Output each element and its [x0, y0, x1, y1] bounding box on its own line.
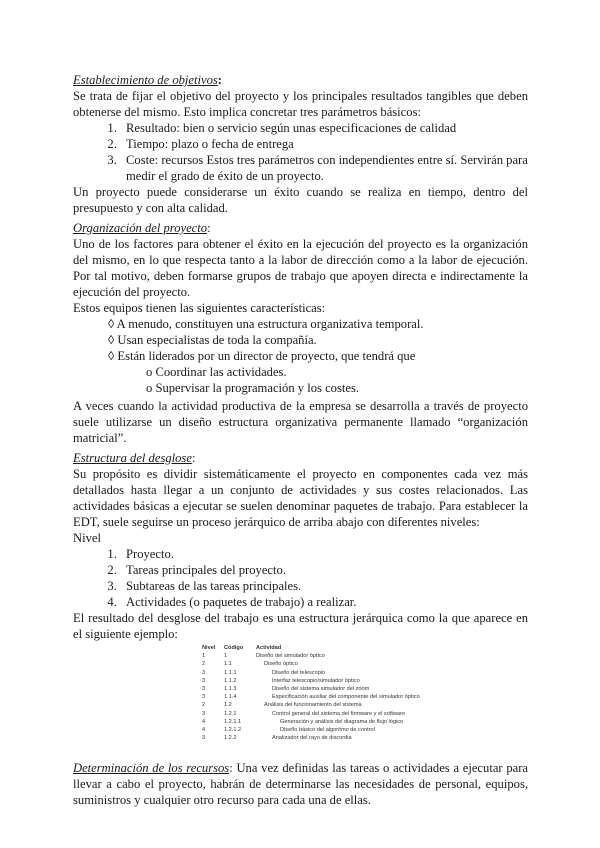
table-cell: Control general del sistema del firmware y el software: [272, 710, 406, 717]
table-cell: 1.2.2: [224, 735, 237, 742]
table-cell: Análisis del funcionamiento del sistema: [264, 702, 362, 709]
table-cell: Especificación auxiliar del componente del simulador óptico: [272, 694, 420, 701]
table-row: [198, 734, 528, 742]
table-header-cell: Código: [224, 645, 244, 651]
table-cell: 3: [202, 710, 206, 717]
table-cell: 3: [202, 735, 206, 742]
sub-bullet-item: ο Supervisar la programación y los costes.: [146, 381, 359, 395]
table-row: [198, 660, 528, 668]
bullet-item: ◊ Usan especialistas de toda la compañía.: [108, 333, 317, 347]
paragraph-text: El resultado del desglose del trabajo es una estructura jerárquica como la que aparece en el siguiente ejemplo:: [73, 611, 528, 641]
table-cell: Diseño del telescopio: [272, 669, 326, 676]
table-cell: 3: [202, 686, 206, 693]
table-row: [198, 718, 528, 726]
list-item: 2. Tiempo: plazo o fecha de entrega: [120, 136, 528, 152]
table-cell: 1.1: [224, 661, 232, 668]
list-item: 2. Tareas principales del proyecto.: [120, 562, 528, 578]
list-item: 1. Resultado: bien o servicio según unas especificaciones de calidad: [120, 120, 528, 136]
table-cell: 1.1.2: [224, 677, 237, 684]
section-heading: Estructura del desglose: [73, 451, 192, 465]
table-cell: 1.1.3: [224, 686, 237, 693]
table-row: [198, 669, 528, 677]
table-header-row: [198, 644, 528, 652]
bullet-item: ◊ A menudo, constituyen una estructura organizativa temporal.: [108, 317, 424, 331]
nivel-label: Nivel: [73, 531, 101, 545]
bullet-item: ◊ Están liderados por un director de proyecto, que tendrá que: [108, 349, 416, 363]
heading-colon: :: [207, 221, 211, 235]
table-cell: 1: [202, 653, 206, 660]
list-item: 3. Subtareas de las tareas principales.: [120, 578, 528, 594]
table-row: [198, 685, 528, 693]
table-row: [198, 652, 528, 660]
table-cell: Generación y análisis del diagrama de flujo lógico: [280, 718, 404, 725]
paragraph: : Una vez definidas las tareas o actividades a ejecutar para llevar a cabo el proyecto, habrán de determinarse las necesidades de personal, equipos, suministros y cualquier otro recurso para cada una de ellas.: [73, 761, 528, 808]
list-item: 4. Actividades (o paquetes de trabajo) a realizar.: [120, 594, 528, 610]
table-cell: 3: [202, 694, 206, 701]
table-cell: Diseño del sistema simulador del zoom: [272, 686, 370, 693]
table-cell: Diseño básico del algoritmo de control: [280, 727, 375, 734]
table-cell: 4: [202, 718, 206, 725]
paragraph: [73, 610, 528, 642]
paragraph: Uno de los factores para obtener el éxito en la ejecución del proyecto es la organización del mismo, en lo que respecta tanto a la labor de dirección como a la labor de ejecución. Por tal motivo, deben formarse grupos de trabajo que apoyen directa e indirectamente la ejecución del proyecto.: [73, 237, 528, 299]
numbered-list: [73, 546, 528, 610]
sub-bullet-item: ο Coordinar las actividades.: [146, 365, 287, 379]
section-organizacion: [73, 220, 528, 446]
table-row: [198, 726, 528, 734]
paragraph: Su propósito es dividir sistemáticamente el proyecto en componentes cada vez más detallados hasta llegar a un conjunto de actividades y sus costes relacionados. Las actividades básicas a ejecutar se suelen denominar paquetes de trabajo. Para establecer la EDT, suele seguirse un proceso jerárquico de arriba abajo con diferentes niveles:: [73, 467, 528, 529]
paragraph: Estos equipos tienen las siguientes características:: [73, 301, 326, 315]
table-cell: 1.2.1: [224, 710, 237, 717]
section-heading: Establecimiento de objetivos: [73, 73, 218, 87]
table-row: [198, 710, 528, 718]
table-cell: 1.2: [224, 702, 232, 709]
table-cell: 3: [202, 669, 206, 676]
section-recursos: [73, 760, 528, 808]
list-item: 1. Proyecto.: [120, 546, 528, 562]
table-row: [198, 693, 528, 701]
paragraph: Se trata de fijar el objetivo del proyecto y los principales resultados tangibles que deben obtenerse del mismo. Esto implica concretar tres parámetros básicos:: [73, 89, 528, 119]
paragraph: Un proyecto puede considerarse un éxito cuando se realiza en tiempo, dentro del presupuesto y con alta calidad.: [73, 185, 528, 215]
table-cell: 1.2.1.2: [224, 727, 242, 734]
table-cell: Analizador del rayo de discordia: [272, 735, 352, 742]
document-body: [73, 72, 528, 808]
numbered-list: [73, 120, 528, 184]
table-row: [198, 701, 528, 709]
section-heading: Determinación de los recursos: [73, 761, 230, 776]
table-cell: 3: [202, 677, 206, 684]
table-cell: 4: [202, 727, 206, 734]
paragraph: A veces cuando la actividad productiva de la empresa se desarrolla a través de proyecto suele utilizarse un diseño estructura organizativa permanente llamado “organización matricial”.: [73, 399, 528, 445]
table-cell: 1: [224, 653, 228, 660]
section-desglose: [73, 450, 528, 642]
table-cell: 1.2.1.1: [224, 718, 242, 725]
table-header-cell: Nivel: [202, 645, 216, 651]
table-cell: 1.1.1: [224, 669, 237, 676]
table-cell: Diseño óptico: [264, 661, 298, 668]
table-cell: 1.1.4: [224, 694, 237, 701]
heading-colon: :: [191, 451, 196, 465]
wbs-table: [198, 644, 528, 742]
section-heading: Organización del proyecto: [73, 221, 208, 235]
heading-colon: :: [217, 73, 222, 87]
table-cell: Diseño del simulador óptico: [256, 653, 325, 660]
list-item: 3. Coste: recursos Estos tres parámetros con independientes entre sí. Servirán para medir el grado de éxito de un proyecto.: [120, 152, 528, 184]
table-header-cell: Actividad: [256, 645, 282, 651]
section-objetivos: [73, 72, 528, 216]
table-cell: 2: [202, 661, 206, 668]
table-row: [198, 677, 528, 685]
table-cell: Interfaz telescopio/simulador óptico: [272, 677, 360, 684]
table-cell: 2: [202, 702, 206, 709]
